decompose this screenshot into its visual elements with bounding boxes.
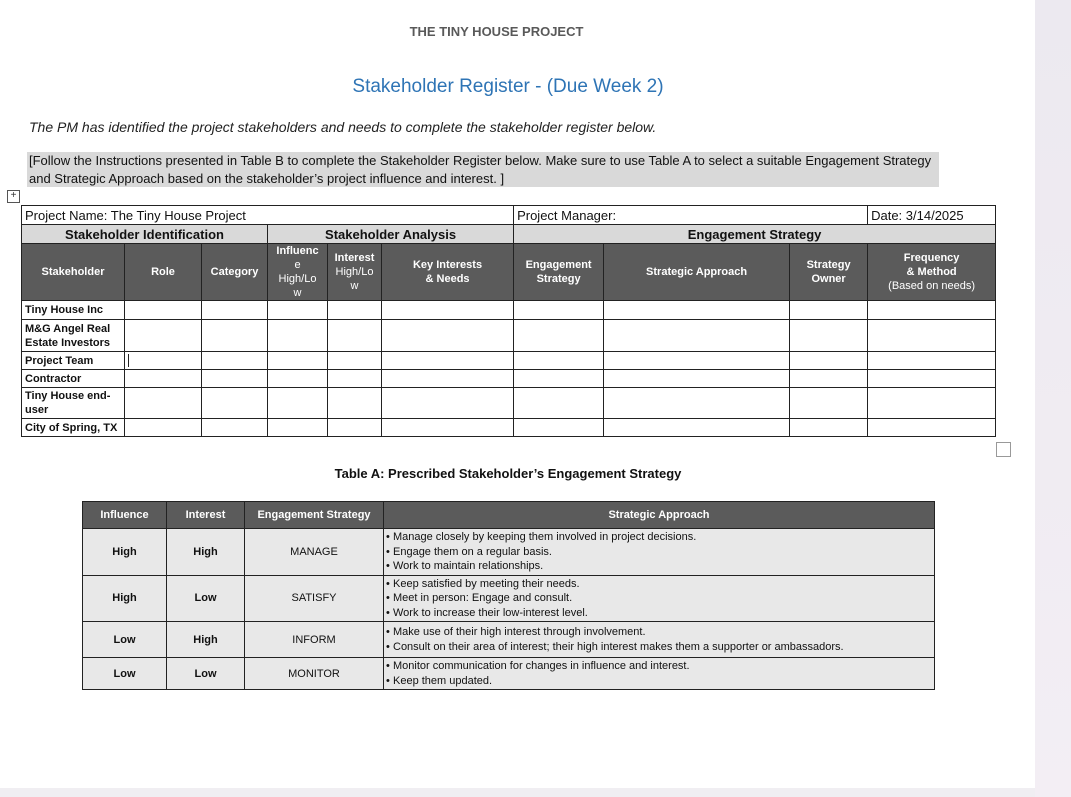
engagement-strategy-cell[interactable] (514, 370, 604, 388)
window-background (1035, 0, 1071, 797)
col-key-l2: & Needs (425, 273, 470, 285)
project-name-value: The Tiny House Project (110, 207, 246, 223)
instructions-text: [Follow the Instructions presented in Table B to complete the Stakeholder Register below. Make sure to use Table A to select a suitable Engagement Strategy and Strategic Approach based on the stakeholder’s project influence and interest. ] (27, 152, 939, 187)
ta-approach-item: • Work to increase their low-interest level. (393, 606, 933, 621)
col-influence-l1: Influenc (276, 245, 319, 257)
table-a-caption: Table A: Prescribed Stakeholder’s Engagement Strategy (334, 466, 682, 481)
ta-approach-item: • Consult on their area of interest; their high interest makes them a supporter or ambassadors. (393, 640, 933, 655)
intro-text: The PM has identified the project stakeholders and needs to complete the stakeholder register below. (29, 119, 657, 135)
stakeholder-name[interactable] (22, 388, 125, 419)
frequency-cell[interactable] (868, 320, 996, 352)
group-engagement-strategy: Engagement Strategy (514, 225, 996, 244)
ta-influence: Low (83, 622, 167, 658)
col-interest-l2: High/Lo (335, 266, 374, 278)
ta-approach-item: • Monitor communication for changes in influence and interest. (393, 659, 933, 674)
interest-cell[interactable] (328, 320, 382, 352)
col-eng-l2: Strategy (536, 273, 581, 285)
engagement-strategy-cell[interactable] (514, 301, 604, 320)
interest-cell[interactable] (328, 419, 382, 437)
key-interests-cell[interactable] (382, 419, 514, 437)
table-move-handle-icon[interactable]: + (7, 190, 20, 203)
stakeholder-name-l2: user (25, 404, 49, 416)
group-stakeholder-identification: Stakeholder Identification (22, 225, 268, 244)
engagement-strategy-cell[interactable] (514, 419, 604, 437)
ta-col-approach: Strategic Approach (384, 502, 935, 529)
frequency-cell[interactable] (868, 301, 996, 320)
col-stakeholder: Stakeholder (22, 244, 125, 301)
strategy-owner-cell[interactable] (790, 352, 868, 370)
stakeholder-name[interactable] (22, 320, 125, 352)
text-cursor (128, 354, 129, 367)
influence-cell[interactable] (268, 370, 328, 388)
ta-interest: Low (167, 575, 245, 622)
ta-approach-item: • Work to maintain relationships. (393, 559, 933, 574)
col-influence-l2: e (294, 259, 301, 271)
col-freq-l2: & Method (906, 266, 957, 278)
key-interests-cell[interactable] (382, 301, 514, 320)
ta-col-influence: Influence (83, 502, 167, 529)
category-cell[interactable] (202, 388, 268, 419)
role-cell[interactable] (125, 388, 202, 419)
project-name-label: Project Name: (25, 207, 108, 223)
key-interests-cell[interactable] (382, 388, 514, 419)
category-cell[interactable] (202, 419, 268, 437)
strategy-owner-cell[interactable] (790, 370, 868, 388)
ta-approach (384, 529, 935, 576)
col-frequency (868, 244, 996, 301)
engagement-strategy-cell[interactable] (514, 388, 604, 419)
stakeholder-register-table (21, 205, 996, 437)
col-eng-l1: Engagement (525, 259, 592, 271)
strategy-owner-cell[interactable] (790, 320, 868, 352)
col-key-interests (382, 244, 514, 301)
influence-cell[interactable] (268, 320, 328, 352)
frequency-cell[interactable] (868, 370, 996, 388)
ta-interest: High (167, 529, 245, 576)
ta-approach-item: • Keep them updated. (393, 674, 933, 689)
col-freq-l3: (Based on needs) (888, 280, 976, 292)
ta-approach-item: • Manage closely by keeping them involved in project decisions. (393, 530, 933, 545)
col-freq-l1: Frequency (903, 252, 960, 264)
col-strategic-approach: Strategic Approach (604, 244, 790, 301)
category-cell[interactable] (202, 352, 268, 370)
ta-approach (384, 622, 935, 658)
ta-strategy: MONITOR (245, 658, 384, 690)
stakeholder-name-l1: M&G Angel Real (25, 322, 111, 335)
strategy-owner-cell[interactable] (790, 301, 868, 320)
col-interest-l3: w (350, 280, 359, 292)
col-influence (268, 244, 328, 301)
frequency-cell[interactable] (868, 352, 996, 370)
key-interests-cell[interactable] (382, 370, 514, 388)
col-strategy-owner (790, 244, 868, 301)
strategic-approach-cell[interactable] (604, 301, 790, 320)
category-cell[interactable] (202, 301, 268, 320)
table-resize-handle[interactable] (996, 442, 1011, 457)
ta-strategy: MANAGE (245, 529, 384, 576)
stakeholder-name[interactable]: City of Spring, TX (22, 419, 125, 437)
ta-strategy: INFORM (245, 622, 384, 658)
strategic-approach-cell[interactable] (604, 320, 790, 352)
col-role: Role (125, 244, 202, 301)
ta-approach-item: • Meet in person: Engage and consult. (393, 591, 933, 606)
frequency-cell[interactable] (868, 388, 996, 419)
col-influence-l3: High/Lo (278, 273, 317, 285)
ta-strategy: SATISFY (245, 575, 384, 622)
ta-interest: High (167, 622, 245, 658)
date-cell[interactable]: Date: 3/14/2025 (868, 206, 996, 225)
stakeholder-name[interactable]: Project Team (22, 352, 125, 370)
ta-col-strategy: Engagement Strategy (245, 502, 384, 529)
influence-cell[interactable] (268, 352, 328, 370)
stakeholder-name[interactable]: Contractor (22, 370, 125, 388)
ta-approach-item: • Make use of their high interest through involvement. (393, 625, 933, 640)
role-cell[interactable] (125, 352, 202, 370)
ta-interest: Low (167, 658, 245, 690)
ta-approach-item: • Keep satisfied by meeting their needs. (393, 577, 933, 592)
key-interests-cell[interactable] (382, 352, 514, 370)
interest-cell[interactable] (328, 388, 382, 419)
interest-cell[interactable] (328, 301, 382, 320)
ta-influence: High (83, 529, 167, 576)
strategic-approach-cell[interactable] (604, 352, 790, 370)
project-name-cell[interactable] (22, 206, 514, 225)
strategy-owner-cell[interactable] (790, 388, 868, 419)
ta-approach (384, 575, 935, 622)
interest-cell[interactable] (328, 370, 382, 388)
category-cell[interactable] (202, 320, 268, 352)
role-cell[interactable] (125, 419, 202, 437)
col-influence-l4: w (293, 287, 302, 299)
document-header: THE TINY HOUSE PROJECT (409, 24, 584, 39)
document-title: Stakeholder Register - (Due Week 2) (352, 76, 664, 97)
col-category: Category (202, 244, 268, 301)
interest-cell[interactable] (328, 352, 382, 370)
category-cell[interactable] (202, 370, 268, 388)
engagement-strategy-cell[interactable] (514, 320, 604, 352)
col-engagement-strategy (514, 244, 604, 301)
ta-approach (384, 658, 935, 690)
role-cell[interactable] (125, 301, 202, 320)
col-interest (328, 244, 382, 301)
strategic-approach-cell[interactable] (604, 388, 790, 419)
engagement-strategy-cell[interactable] (514, 352, 604, 370)
col-key-l1: Key Interests (412, 259, 483, 271)
project-manager-cell[interactable]: Project Manager: (514, 206, 868, 225)
stakeholder-name[interactable]: Tiny House Inc (22, 301, 125, 320)
influence-cell[interactable] (268, 388, 328, 419)
stakeholder-name-l2: Estate Investors (25, 336, 110, 349)
ta-approach-item: • Engage them on a regular basis. (393, 545, 933, 560)
ta-col-interest: Interest (167, 502, 245, 529)
engagement-strategy-table (82, 501, 935, 690)
influence-cell[interactable] (268, 419, 328, 437)
group-stakeholder-analysis: Stakeholder Analysis (268, 225, 514, 244)
role-cell[interactable] (125, 370, 202, 388)
stakeholder-name-l1: Tiny House end- (25, 390, 111, 402)
key-interests-cell[interactable] (382, 320, 514, 352)
strategic-approach-cell[interactable] (604, 370, 790, 388)
strategic-approach-cell[interactable] (604, 419, 790, 437)
ta-influence: High (83, 575, 167, 622)
col-interest-l1: Interest (334, 252, 375, 264)
ta-influence: Low (83, 658, 167, 690)
role-cell[interactable] (125, 320, 202, 352)
frequency-cell[interactable] (868, 419, 996, 437)
strategy-owner-cell[interactable] (790, 419, 868, 437)
col-owner-l2: Owner (811, 273, 846, 285)
influence-cell[interactable] (268, 301, 328, 320)
col-owner-l1: Strategy (806, 259, 851, 271)
